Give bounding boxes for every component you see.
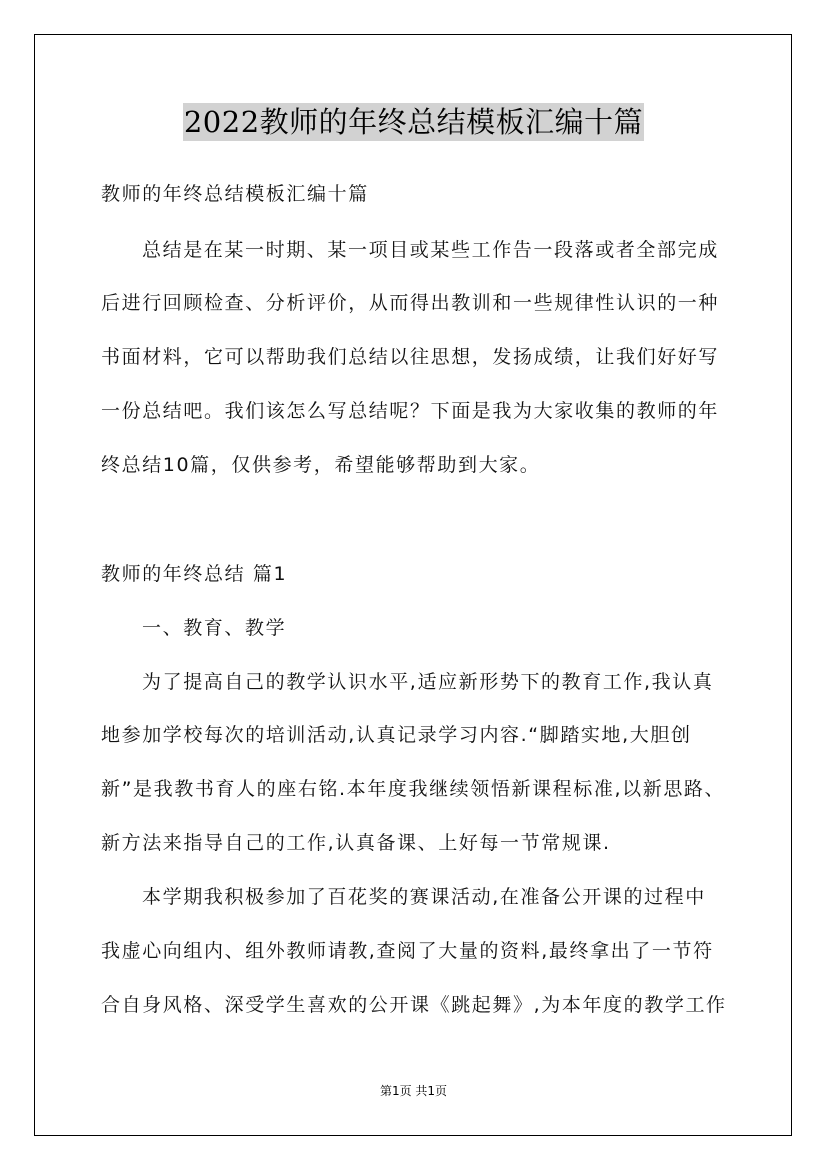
paragraph1-line-3: 新”是我教书育人的座右铭.本年度我继续领悟新课程标准,以新思路、 (101, 778, 726, 800)
intro-line-5: 终总结10篇，仅供参考，希望能够帮助到大家。 (101, 454, 541, 476)
intro-line-1: 总结是在某一时期、某一项目或某些工作告一段落或者全部完成 (142, 239, 719, 261)
intro-line-3: 书面材料，它可以帮助我们总结以往思想，发扬成绩，让我们好好写 (101, 346, 720, 368)
section-heading: 教师的年终总结 篇1 (101, 563, 288, 585)
paragraph1-line-2: 地参加学校每次的培训活动,认真记录学习内容.“脚踏实地,大胆创 (101, 724, 692, 746)
title-container (0, 103, 827, 141)
paragraph1-line-1: 为了提高自己的教学认识水平,适应新形势下的教育工作,我认真 (142, 671, 714, 693)
document-subtitle: 教师的年终总结模板汇编十篇 (101, 183, 369, 205)
paragraph2-line-3: 合自身风格、深受学生喜欢的公开课《跳起舞》,为本年度的教学工作 (101, 994, 727, 1016)
intro-line-2: 后进行回顾检查、分析评价，从而得出教训和一些规律性认识的一种 (101, 292, 720, 314)
document-title: 2022教师的年终总结模板汇编十篇 (183, 105, 644, 139)
paragraph2-line-2: 我虚心向组内、组外教师请教,查阅了大量的资料,最终拿出了一节符 (101, 940, 714, 962)
intro-line-4: 一份总结吧。我们该怎么写总结呢？下面是我为大家收集的教师的年 (101, 400, 720, 422)
paragraph2-line-1: 本学期我积极参加了百花奖的赛课活动,在准备公开课的过程中 (142, 886, 706, 908)
paragraph1-line-4: 新方法来指导自己的工作,认真备课、上好每一节常规课. (101, 832, 611, 854)
page-footer: 第1页 共1页 (379, 1084, 448, 1098)
subheading: 一、教育、教学 (142, 617, 287, 639)
